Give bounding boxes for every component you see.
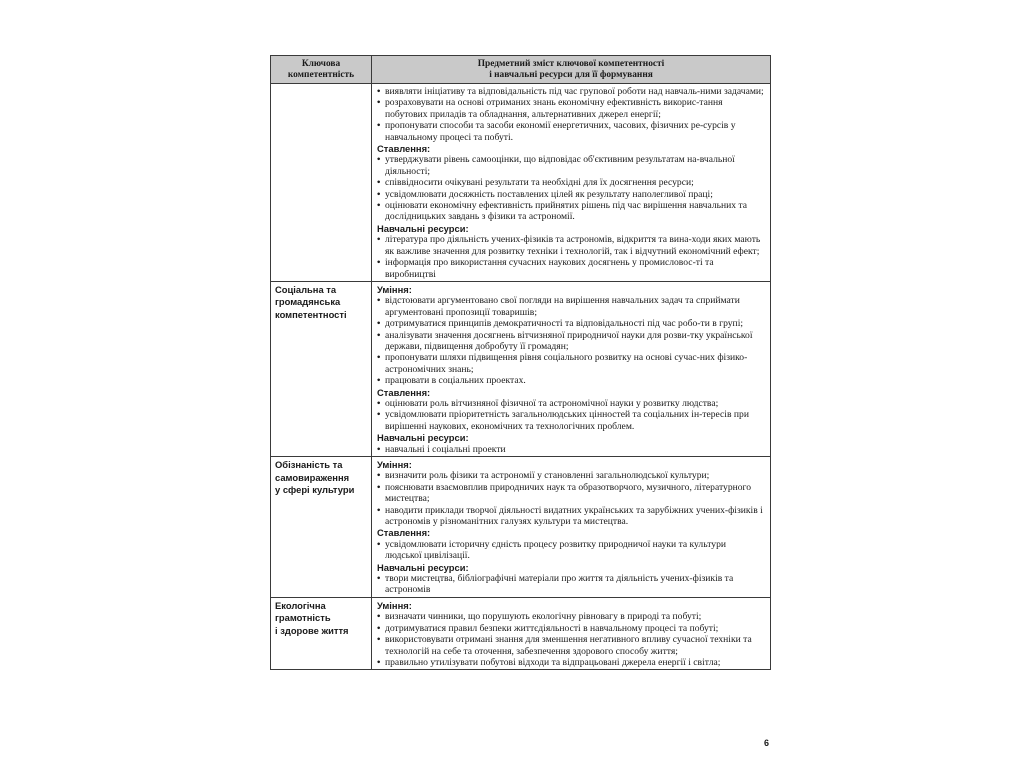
bullet-list	[377, 295, 765, 386]
bullet-list	[377, 154, 765, 222]
bullet-list	[377, 611, 765, 668]
list-item-text: оцінювати економічну ефективність прийнятих рішень під час вирішення навчальних та дослідницьких завдань з фізики та астрономії.	[385, 200, 748, 223]
bullet-icon: •	[377, 120, 381, 132]
list-item	[377, 470, 765, 481]
list-item-text: усвідомлювати пріоритетність загальнолюдських цінностей та соціальних ін-тересів при вирішенні наукових, економічних та технологічних проблем.	[385, 409, 749, 432]
section-heading: Уміння:	[377, 459, 412, 470]
bullet-icon: •	[377, 634, 381, 646]
key-competence-cell	[271, 84, 372, 282]
bullet-icon: •	[377, 177, 381, 189]
section-heading: Ставлення:	[377, 386, 431, 398]
list-item-text: пропонувати шляхи підвищення рівня соціального розвитку на основі сучас-них фізико-астрономічних знань;	[385, 352, 748, 375]
list-item	[377, 398, 765, 409]
section-heading: Ставлення:	[377, 527, 431, 539]
key-competence-cell	[271, 281, 372, 456]
bullet-icon: •	[377, 234, 381, 246]
section-heading: Ставлення:	[377, 143, 431, 155]
bullet-icon: •	[377, 86, 381, 97]
bullet-icon: •	[377, 443, 381, 455]
list-item-text: усвідомлювати досяжність поставлених цілей як результату наполегливої праці;	[385, 188, 713, 200]
table-body	[271, 84, 771, 670]
list-item-text: відстоювати аргументовано свої погляди на вирішення навчальних задач та сприймати аргументовані пропозиції товаришів;	[385, 295, 740, 318]
key-competence-line: і здорове життя	[275, 624, 349, 636]
list-item	[377, 234, 765, 257]
list-item	[377, 154, 765, 177]
header-col1-line1: Ключова	[301, 59, 341, 69]
bullet-icon: •	[377, 470, 381, 482]
section-heading: Навчальні ресурси:	[377, 222, 469, 234]
list-item	[377, 573, 765, 596]
list-item	[377, 634, 765, 657]
list-item	[377, 444, 765, 455]
list-item	[377, 623, 765, 634]
bullet-list	[377, 398, 765, 432]
bullet-list	[377, 573, 765, 596]
list-item-text: навчальні і соціальні проекти	[385, 443, 506, 455]
table-row	[271, 281, 771, 456]
list-item	[377, 295, 765, 318]
header-col1-line2: компетентність	[287, 70, 355, 80]
competence-table	[270, 55, 771, 670]
bullet-icon: •	[377, 97, 381, 109]
bullet-icon: •	[377, 573, 381, 585]
list-item-text: аналізувати значення досягнень вітчизняної природничої науки для розви-тку української держави, підвищення добробуту її громадян;	[385, 329, 753, 352]
list-item	[377, 97, 765, 120]
list-item	[377, 657, 765, 668]
list-item	[377, 200, 765, 223]
bullet-list	[377, 86, 765, 143]
list-item	[377, 352, 765, 375]
key-competence-line: Соціальна та	[275, 283, 337, 295]
bullet-icon: •	[377, 318, 381, 330]
table-row	[271, 457, 771, 598]
content-cell	[372, 281, 771, 456]
table-row	[271, 84, 771, 282]
bullet-list	[377, 539, 765, 562]
section-heading: Уміння:	[377, 283, 412, 295]
bullet-icon: •	[377, 611, 381, 623]
bullet-icon: •	[377, 656, 381, 668]
list-item-text: визначати чинники, що порушують екологічну рівновагу в природі та побуті;	[385, 611, 702, 623]
key-competence-line: у сфері культури	[275, 484, 355, 495]
list-item	[377, 482, 765, 505]
key-competence-line: самовираження	[275, 471, 350, 483]
section-heading: Навчальні ресурси:	[377, 432, 469, 444]
list-item	[377, 120, 765, 143]
header-key-competence	[271, 56, 372, 84]
list-item	[377, 375, 765, 386]
bullet-icon: •	[377, 154, 381, 166]
table-row	[271, 597, 771, 669]
bullet-icon: •	[377, 188, 381, 200]
list-item	[377, 505, 765, 528]
key-competence-line: Обізнаність та	[275, 459, 343, 470]
bullet-icon: •	[377, 538, 381, 550]
bullet-icon: •	[377, 375, 381, 387]
list-item	[377, 409, 765, 432]
list-item	[377, 539, 765, 562]
list-item-text: оцінювати роль вітчизняної фізичної та астрономічної науки у розвитку людства;	[385, 397, 719, 409]
list-item	[377, 86, 765, 97]
table-header	[271, 56, 771, 84]
list-item-text: правильно утилізувати побутові відходи та відпрацьовані джерела енергії і світла;	[385, 656, 721, 668]
bullet-icon: •	[377, 409, 381, 421]
key-competence-line: компетентності	[275, 308, 347, 320]
bullet-icon: •	[377, 504, 381, 516]
list-item-text: усвідомлювати історичну єдність процесу розвитку природничої науки та культури людської цивілізації.	[385, 538, 727, 562]
list-item-text: наводити приклади творчої діяльності видатних українських та зарубіжних учених-фізиків і астрономів у різноманітних галузях культури та мистецтва.	[385, 504, 763, 528]
content-cell	[372, 597, 771, 669]
content-cell	[372, 457, 771, 598]
list-item	[377, 611, 765, 622]
list-item	[377, 318, 765, 329]
list-item-text: виявляти ініціативу та відповідальність під час групової роботи над навчаль-ними задачами;	[385, 86, 764, 97]
list-item	[377, 330, 765, 353]
list-item-text: дотримуватися правил безпеки життєдіяльності в навчальному процесі та побуті;	[385, 622, 719, 634]
list-item-text: визначити роль фізики та астрономії у становленні загальнолюдської культури;	[385, 470, 710, 482]
key-competence-line: грамотність	[275, 612, 331, 624]
bullet-icon: •	[377, 397, 381, 409]
bullet-icon: •	[377, 257, 381, 269]
bullet-icon: •	[377, 352, 381, 364]
key-competence-cell	[271, 597, 372, 669]
bullet-list	[377, 234, 765, 280]
content-cell	[372, 84, 771, 282]
bullet-icon: •	[377, 622, 381, 634]
header-subject-content	[372, 56, 771, 84]
key-competence-line: громадянська	[275, 296, 341, 308]
list-item-text: література про діяльність учених-фізиків та астрономів, відкриття та вина-ходи яких мають як важливе значення для розвитку техніки і технологій, так і відчутний економічний ефект;	[385, 234, 761, 257]
list-item-text: пояснювати взаємовплив природничих наук та образотворчого, музичного, літературного мистецтва;	[385, 481, 752, 505]
page-number: 6	[764, 738, 770, 748]
list-item-text: співвідносити очікувані результати та необхідні для їх досягнення ресурси;	[385, 177, 694, 189]
bullet-list	[377, 444, 765, 455]
section-heading: Навчальні ресурси:	[377, 561, 469, 573]
list-item-text: інформація про використання сучасних наукових досягнень у промисловос-ті та виробництві	[385, 257, 714, 280]
list-item-text: твори мистецтва, бібліографічні матеріали про життя та діяльність учених-фізиків та астрономів	[385, 573, 734, 596]
list-item	[377, 189, 765, 200]
bullet-icon: •	[377, 481, 381, 493]
list-item-text: утверджувати рівень самооцінки, що відповідає об'єктивним результатам на-вчальної діяльності;	[385, 154, 735, 177]
bullet-icon: •	[377, 329, 381, 341]
header-col2-line2: і навчальні ресурси для її формування	[489, 70, 653, 80]
bullet-icon: •	[377, 200, 381, 212]
key-competence-cell	[271, 457, 372, 598]
bullet-list	[377, 470, 765, 527]
list-item-text: пропонувати способи та засоби економії енергетичних, часових, фізичних ре-сурсів у навчальному процесі та побуті.	[385, 120, 736, 143]
header-col2-line1: Предметний зміст ключової компетентності	[477, 59, 665, 69]
list-item	[377, 257, 765, 280]
list-item	[377, 177, 765, 188]
key-competence-line: Екологічна	[275, 599, 326, 611]
bullet-icon: •	[377, 295, 381, 307]
list-item-text: використовувати отримані знання для зменшення негативного впливу сучасної техніки та технологій на себе та оточення, забезпечення здорового способу життя;	[385, 634, 752, 657]
list-item-text: працювати в соціальних проектах.	[385, 375, 526, 387]
list-item-text: розраховувати на основі отриманих знань економічну ефективність викорис-тання побутових приладів та обладнання, альтернативних джерел енергії;	[385, 97, 723, 120]
list-item-text: дотримуватися принципів демократичності та відповідальності під час робо-ти в групі;	[385, 318, 744, 330]
section-heading: Уміння:	[377, 599, 412, 611]
